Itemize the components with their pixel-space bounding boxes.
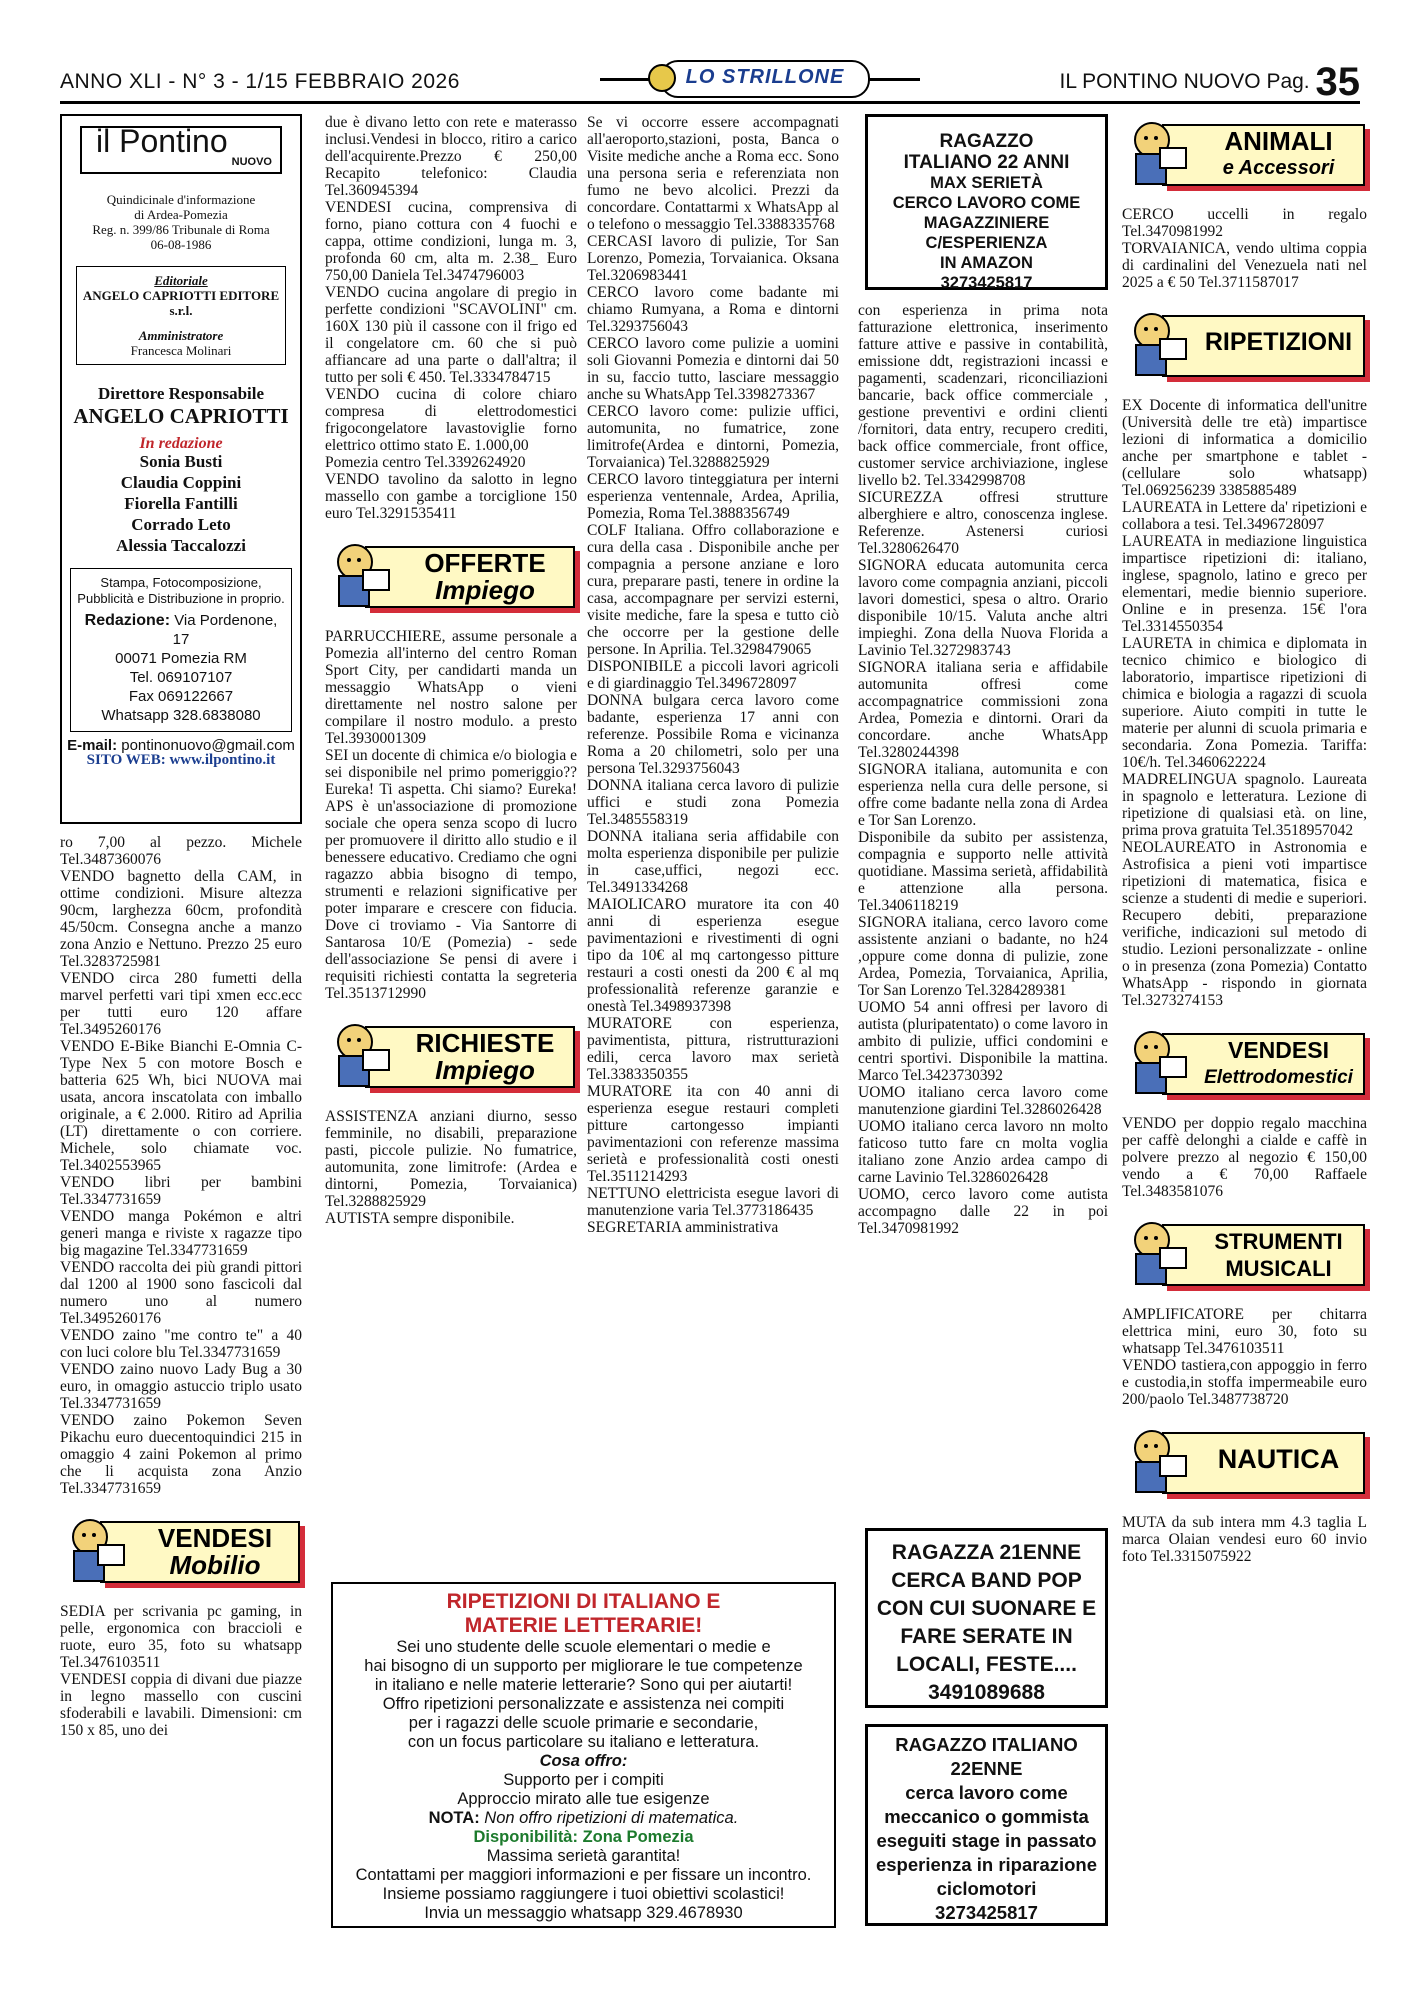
- column-3: [587, 114, 839, 1236]
- website-link[interactable]: SITO WEB: www.ilpontino.it: [86, 752, 276, 768]
- ad-item: LAUREATA in Lettere da' ripetizioni e collabora a tesi. Tel.3496728097: [1122, 499, 1367, 533]
- strillone-mascot-icon: [325, 1016, 397, 1092]
- masthead-title: il Pontino NUOVO: [80, 126, 282, 174]
- ad-item: DISPONIBILE a piccoli lavori agricoli e di giardinaggio Tel.3496728097: [587, 658, 839, 692]
- ad-item: ASSISTENZA anziani diurno, sesso femminile, no disabili, preparazione pasti, piccole pulizie. No fumatrice, automunita, zone limitrofe: (Ardea e dintorni, Pomezia, Torvaianica) Tel.3288825929: [325, 1108, 577, 1210]
- ad-item: VENDO bagnetto della CAM, in ottime condizioni. Misure altezza 90cm, larghezza 60cm, profondità 45/50cm. Consegna anche a manzo zona Anzio e Nettuno. Prezzo 25 euro Tel.3283725981: [60, 868, 302, 970]
- ad-item: CERCO lavoro come badante mi chiamo Rumyana, a Roma e dintorni Tel.3293756043: [587, 284, 839, 335]
- column-1: [60, 114, 302, 1739]
- ad-item: SICUREZZA offresi strutture alberghiere e altro, conoscenza inglese. Referenze. Astenersi curiosi Tel.3280626470: [858, 489, 1108, 557]
- ads-list: [60, 1603, 302, 1739]
- ad-item: Disponibile da subito per assistenza, compagnia e supporto nelle attività quotidiane. Massima serietà, affidabilità e attenzione alla persona. Tel.3406118219: [858, 829, 1108, 914]
- ad-item: VENDO E-Bike Bianchi E-Omnia C-Type Nex 5 con motore Bosch e batteria 625 Wh, bici NUOVA mai usata, ancora inscatolata con imballo originale, a € 2.000. Ritiro ad Aprilia (LT) direttamente o con corriere. Michele, solo chiamate voc. Tel.3402553965: [60, 1038, 302, 1174]
- whatsapp-contact: Invia un messaggio whatsapp 329.4678930: [424, 1904, 743, 1922]
- ad-item: Se vi occorre essere accompagnati all'aeroporto,stazioni, posta, Banca o Visite mediche anche a Roma ecc. Sono una persona seria e referenziata non fumo ne bevo alcolici. Prezzi da concordare. Contattarmi x WhatsApp al o telefono o messaggio Tel.3388335768: [587, 114, 839, 233]
- ad-item: VENDO tastiera,con appoggio in ferro e custodia,in stoffa impermeabile euro 200/paolo Tel.3487738720: [1122, 1357, 1367, 1408]
- editore-box: Editoriale ANGELO CAPRIOTTI EDITORE s.r.l. Amministratore Francesca Molinari: [76, 266, 286, 365]
- ad-item: VENDO cucina angolare di pregio in perfette condizioni "SCAVOLINI" cm. 160X 130 più il cassone con il frigo ed il congelatore cm. 60 che si può affiancare ad una parte o dall'altra; il tutto per soli € 450. Tel.3334784715: [325, 284, 577, 386]
- rubric-richieste-impiego: RICHIESTE Impiego: [325, 1016, 577, 1094]
- ad-item: VENDO per doppio regalo macchina per caffè delonghi a cialde e caffè in polvere prezzo al negozio € 150,00 vendo a € 70,00 Raffaele Tel.3483581076: [1122, 1115, 1367, 1200]
- ad-item: VENDESI coppia di divani due piazze in legno massello con cuscini sfoderabili e lavabili. Dimensioni: cm 150 x 85, uno dei: [60, 1671, 302, 1739]
- ad-item: NETTUNO elettricista esegue lavori di manutenzione varia Tel.3773186435: [587, 1185, 839, 1219]
- issue-info: ANNO XLI - N° 3 - 1/15 FEBBRAIO 2026: [60, 70, 460, 93]
- ad-item: DONNA italiana cerca lavoro di pulizie uffici e studi zona Pomezia Tel.3485558319: [587, 777, 839, 828]
- strillone-mascot-icon: [325, 536, 397, 612]
- ad-item: COLF Italiana. Offro collaborazione e cura della casa . Disponibile anche per compagnia a persone anziane e loro cura, preparare pasti, tenere in ordine la casa, accompagnare per servizi esterni, visite mediche, fare la spesa e tutto ciò che occorre per la gestione delle persone. In Aprilia. Tel.3298479065: [587, 522, 839, 658]
- ad-item: SEDIA per scrivania pc gaming, in pelle, ergonomica con braccioli e ruote, euro 35, foto su whatsapp Tel.3476103511: [60, 1603, 302, 1671]
- ad-item: DONNA bulgara cerca lavoro come badante, esperienza 17 anni con referenze. Possibile Roma e vicinanza Roma a 20 chilometri, solo per una persona Tel.3293756043: [587, 692, 839, 777]
- strillone-mascot-icon: [1122, 1214, 1194, 1290]
- strillone-mascot-icon: [1122, 1422, 1194, 1498]
- ad-item: VENDO manga Pokémon e altri generi manga e riviste x ragazze tipo big magazine Tel.3347731659: [60, 1208, 302, 1259]
- rubric-nautica: NAUTICA: [1122, 1422, 1367, 1500]
- ad-item: LAUREATA in mediazione linguistica impartisce ripetizioni di: italiano, inglese, spagnolo, latino e greco per elementari, medie biennio superiore. Online e in presenza. 15€ l'ora Tel.3314550354: [1122, 533, 1367, 635]
- strillone-mascot-icon: [1122, 114, 1194, 190]
- ad-item: SIGNORA italiana, automunita e con esperienza nella cura delle persone, si offre come badante nella zona di Ardea e Tor San Lorenzo.: [858, 761, 1108, 829]
- ad-item: PARRUCCHIERE, assume personale a Pomezia all'interno del centro Roman Sport City, per candidarti manda un messaggio WhatsApp o vieni direttamente nel nostro salone per compilare il nostro modulo. a presto Tel.3930001309: [325, 628, 577, 747]
- paper-name: IL PONTINO NUOVO Pag. 35: [1059, 60, 1360, 104]
- ad-item: UOMO 54 anni offresi per lavoro di autista (pluripatentato) o come lavoro in ambito di pulizie, uffici condomini e centri sportivi. Disponibile la mattina. Marco Tel.3423730392: [858, 999, 1108, 1084]
- ad-item: EX Docente di informatica dell'unitre (Università delle tre età) impartisce lezioni di informatica a domicilio anche per smartphone e tablet - (cellulare solo whatsapp) Tel.069256239 3385885489: [1122, 397, 1367, 499]
- ad-item: con esperienza in prima nota fatturazione elettronica, inserimento fatture attive e passive in contabilità, emissione ddt, registrazioni incassi e pagamenti, scadenzari, riconciliazioni bancarie, back office commerciale , gestione preventivi e ordini clienti /fornitori, data entry, recupero crediti, back office commerciale, front office, customer service archiviazione, inglese livello b2. Tel.3342998708: [858, 302, 1108, 489]
- ad-item: UOMO italiano cerca lavoro come manutenzione giardini Tel.3286026428: [858, 1084, 1108, 1118]
- rubric-animali: ANIMALI e Accessori: [1122, 114, 1367, 192]
- ad-item: VENDO libri per bambini Tel.3347731659: [60, 1174, 302, 1208]
- masthead-info: Quindicinale d'informazione di Ardea-Pomezia Reg. n. 399/86 Tribunale di Roma 06-08-1986: [92, 192, 270, 252]
- ad-item: MAIOLICARO muratore ita con 40 anni di esperienza esegue pavimentazioni e rivestimenti di ogni tipo da 10€ al mq cartongesso pitture restauri a costi onesti da 200 € al mq professionalità referenze garanzie e onestà Tel.3498937398: [587, 896, 839, 1015]
- ad-item: DONNA italiana seria affidabile con molta esperienza disponibile per pulizie in case,uffici, negozi ecc. Tel.3491334268: [587, 828, 839, 896]
- boxed-ad-meccanico: RAGAZZO ITALIANO 22ENNE cerca lavoro come meccanico o gommista eseguiti stage in passato esperienza in riparazione ciclomotori 3273425817: [865, 1724, 1108, 1926]
- ad-item: CERCO lavoro tinteggiatura per interni esperienza ventennale, Ardea, Aprilia, Pomezia, Roma Tel.3888356749: [587, 471, 839, 522]
- ad-item: SIGNORA italiana seria e affidabile automunita offresi come accompagnatrice commissioni zona Ardea, Pomezia e dintorni. Orari da concordare. anche WhatsApp Tel.3280244398: [858, 659, 1108, 761]
- ad-item: SEI un docente di chimica e/o biologia e sei disponibile nel primo pomeriggio?? Eureka! Ti aspetta. Chi siamo? Eureka! APS è un'associazione di promozione sociale che opera senza scopo di lucro per promuovere il diritto allo studio e il benessere educativo. Crediamo che ogni ragazzo abbia bisogno di tempo, strumenti e relazioni significative per poter imparare e crescere con fiducia. Dove ci troviamo - Via Santorre di Santarosa 10/E (Pomezia) - sede dell'associazione Se pensi di avere i requisiti richiesti contatta la segreteria Tel.3513712990: [325, 747, 577, 1002]
- ad-item: VENDO zaino Pokemon Seven Pikachu euro duecentoquindici 215 in omaggio 4 zaini Pokemon al primo che li acquista zona Anzio Tel.3347731659: [60, 1412, 302, 1497]
- ad-item: VENDO raccolta dei più grandi pittori dal 1200 al 1900 sono fascicoli dal numero uno al numero Tel.3495260176: [60, 1259, 302, 1327]
- ad-item: VENDO cucina di colore chiaro compresa di elettrodomestici frigocongelatore lavastoviglie forno elettrico ottimo stato E. 1.000,00: [325, 386, 577, 454]
- column-5: [1122, 114, 1367, 1565]
- phone-number: 3491089688: [928, 1681, 1045, 1704]
- strillone-mascot-icon: [60, 1511, 132, 1587]
- ad-item: SIGNORA educata automunita cerca lavoro come compagnia anziani, piccoli lavori domestici, spesa o altro. Orario disponibile 10/15. Valuta anche altri impieghi. Zona della Nuova Florida a Lavinio Tel.3272983743: [858, 557, 1108, 659]
- ad-item: MURATORE ita con 40 anni di esperienza esegue restauri completi pitture cartongesso impianti pavimentazioni con referenze massima serietà e professionalità costi onesti Tel.3511214293: [587, 1083, 839, 1185]
- rubric-offerte-impiego: OFFERTE Impiego: [325, 536, 577, 614]
- lo-strillone-logo: LO STRILLONE: [600, 60, 920, 100]
- ad-item: MUTA da sub intera mm 4.3 taglia L marca Olaian vendesi euro 60 invio foto Tel.3315075922: [1122, 1514, 1367, 1565]
- direttore-name: ANGELO CAPRIOTTI: [73, 404, 289, 428]
- rubric-elettrodomestici: VENDESI Elettrodomestici: [1122, 1023, 1367, 1101]
- ripetizioni-italiano-box: RIPETIZIONI DI ITALIANO E MATERIE LETTERARIE! Sei uno studente delle scuole elementari o medie e hai bisogno di un supporto per migliorare le tue competenze in italiano e nelle materie letterarie? Sono qui per aiutarti! Offro ripetizioni personalizzate e assistenza nei compiti per i ragazzi delle scuole primarie e secondarie, con un focus particolare su italiano e letteratura. Cosa offro: Supporto per i compiti Approccio mirato alle tue esigenze NOTA: Non offro ripetizioni di matematica. Disponibilità: Zona Pomezia Massima serietà garantita! Contattami per maggiori informazioni e per fissare un incontro. Insieme possiamo raggiungere i tuoi obiettivi scolastici! Invia un messaggio whatsapp 329.4678930: [331, 1582, 836, 1928]
- column-2: [325, 114, 577, 1227]
- page-number: 35: [1315, 60, 1360, 104]
- ad-item: VENDO zaino "me contro te" a 40 con luci colore blu Tel.3347731659: [60, 1327, 302, 1361]
- ad-item: CERCASI lavoro di pulizie, Tor San Lorenzo, Pomezia, Torvaianica. Oksana Tel.3206983441: [587, 233, 839, 284]
- column-4: [858, 302, 1108, 1237]
- rubric-vendesi-mobilio: VENDESI Mobilio: [60, 1511, 302, 1589]
- rubric-strumenti-musicali: STRUMENTI MUSICALI: [1122, 1214, 1367, 1292]
- contact-box: Stampa, Fotocomposizione, Pubblicità e Distribuzione in proprio. Redazione: Via Pordenone, 17 00071 Pomezia RM Tel. 069107107 Fax 069122667 Whatsapp 328.6838080: [70, 568, 292, 732]
- ad-item: due è divano letto con rete e materasso inclusi.Vendesi in blocco, ritiro a carico dell'acquirente.Prezzo € 250,00 Recapito telefonico: Claudia Tel.360945394: [325, 114, 577, 199]
- phone-number: 3273425817: [940, 274, 1033, 292]
- boxed-ad-band-pop: RAGAZZA 21ENNE CERCA BAND POP CON CUI SUONARE E FARE SERATE IN LOCALI, FESTE.... 3491089688: [865, 1528, 1108, 1708]
- boxed-ad-magazziniere: RAGAZZO ITALIANO 22 ANNI MAX SERIETÀ CERCO LAVORO COME MAGAZZINIERE C/ESPERIENZA IN AMAZON 3273425817: [865, 114, 1108, 290]
- ad-item: AMPLIFICATORE per chitarra elettrica mini, euro 30, foto su whatsapp Tel.3476103511: [1122, 1306, 1367, 1357]
- ad-item: AUTISTA sempre disponibile.: [325, 1210, 515, 1227]
- ad-item: VENDESI cucina, comprensiva di forno, piano cottura con 4 fuochi e cappa, ottime condizioni, lunga m. 3, profonda 60 cm, alta m. 2.38_ Euro 750,00 Daniela Tel.3474796003: [325, 199, 577, 284]
- ad-item: MURATORE con esperienza, pavimentista, pittura, ristrutturazioni edili, cerca lavoro max serietà Tel.3383350355: [587, 1015, 839, 1083]
- ad-item: TORVAIANICA, vendo ultima coppia di cardinalini del Venezuela nati nel 2025 a € 50 Tel.3711587017: [1122, 240, 1367, 291]
- ad-item: CERCO lavoro come: pulizie uffici, automunita, no fumatrice, zone limitrofe(Ardea e dintorni, Pomezia, Torvaianica) Tel.3288825929: [587, 403, 839, 471]
- ad-item: UOMO italiano cerca lavoro nn molto faticoso tutto fare cn molta voglia italiano zone Anzio ardea campo di carne Lavinio Tel.3286026428: [858, 1118, 1108, 1186]
- ad-item: VENDO circa 280 fumetti della marvel perfetti vari tipi xmen ecc.ecc per tutti euro 120 affare Tel.3495260176: [60, 970, 302, 1038]
- ad-item: SEGRETARIA amministrativa: [587, 1219, 779, 1236]
- strillone-mascot-icon: [1122, 1023, 1194, 1099]
- ad-item: CERCO uccelli in regalo Tel.3470981992: [1122, 206, 1367, 240]
- ad-item: UOMO, cerco lavoro come autista accompagno dalle 22 in poi Tel.3470981992: [858, 1186, 1108, 1237]
- ad-item: MADRELINGUA spagnolo. Laureata in spagnolo e letteratura. Lezione di ripetizione di qualsiasi età. on line, prima prova gratuita Tel.3518957042: [1122, 771, 1367, 839]
- email-link[interactable]: pontinonuovo@gmail.com: [121, 737, 295, 754]
- rubric-ripetizioni: RIPETIZIONI: [1122, 305, 1367, 383]
- ads-list: [60, 834, 302, 1497]
- ad-item: VENDO tavolino da salotto in legno massello con gambe a torciglione 150 euro Tel.3291535411: [325, 471, 577, 522]
- ad-item: ro 7,00 al pezzo. Michele Tel.3487360076: [60, 834, 302, 868]
- redazione-list: Sonia Busti Claudia Coppini Fiorella Fantilli Corrado Leto Alessia Taccalozzi: [116, 452, 246, 555]
- ad-item: NEOLAUREATO in Astronomia e Astrofisica a pieni voti impartisce ripetizioni di matematica, fisica e scienze a studenti di medie e superiori. Recupero debiti, preparazione verifiche, indicazioni sul metodo di studio. Lezioni personalizzate - online o in presenza (zona Pomezia) Contatto WhatsApp - rispondo in giornata Tel.3273274153: [1122, 839, 1367, 1009]
- ad-item: LAURETA in chimica e diplomata in tecnico chimico e biologico di laboratorio, impartisce ripetizioni di chimica e biologia a ragazzi di scuola superiore. Aiuto compiti in tutte le materie per alunni di scuola primaria e secondaria. Zona Pomezia. Tariffa: 10€/h. Tel.3460622224: [1122, 635, 1367, 771]
- strillone-mascot-icon: [1122, 305, 1194, 381]
- page-header: [60, 58, 1360, 104]
- ad-item: CERCO lavoro come pulizie a uomini soli Giovanni Pomezia e dintorni dai 50 in su, faccio tutto, lasciare messaggio anche su WhatsApp Tel.3398273367: [587, 335, 839, 403]
- ad-item: VENDO zaino nuovo Lady Bug a 30 euro, in omaggio astuccio triplo usato Tel.3347731659: [60, 1361, 302, 1412]
- phone-number: 3273425817: [935, 1902, 1038, 1923]
- ad-item: Pomezia centro Tel.3392624920: [325, 454, 526, 471]
- masthead: il Pontino NUOVO Quindicinale d'informazione di Ardea-Pomezia Reg. n. 399/86 Tribunale di Roma 06-08-1986 Editoriale ANGELO CAPRIOTTI EDITORE s.r.l. Amministratore Francesca Molinari Direttore Responsabile ANGELO CAPRIOTTI In redazione Sonia Busti Claudia Coppini Fiorella Fantilli Corrado Leto Alessia Taccalozzi Stampa, Fotocomposizione, Pubblicità e Distribuzione in proprio. Redazione: Via Pordenone, 17 00071 Pomezia RM Tel. 069107107 Fax 069122667 Whatsapp 328.6838080 E-mail: pontinonuovo@gmail.com SITO WEB: www.ilpontino.it: [60, 114, 302, 824]
- ad-item: SIGNORA italiana, cerco lavoro come assistente anziani o badante, no h24 ,oppure come donna di pulizie, zone Ardea, Pomezia, Torvaianica, Aprilia, Tor San Lorenzo Tel.3284289381: [858, 914, 1108, 999]
